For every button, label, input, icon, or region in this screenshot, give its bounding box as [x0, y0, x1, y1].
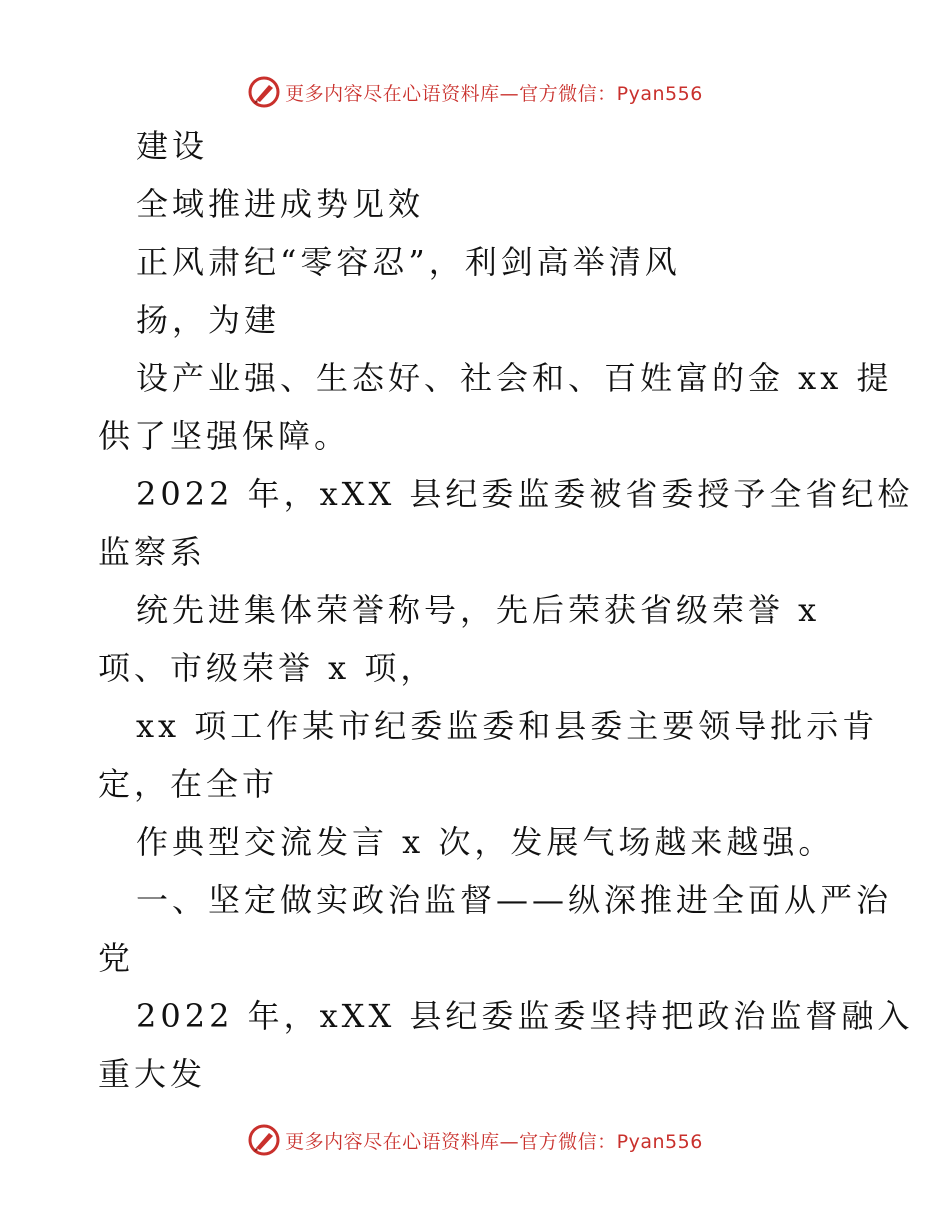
watermark-text: 更多内容尽在心语资料库—官方微信：Pyan556	[285, 82, 703, 105]
header-watermark	[0, 72, 950, 112]
paragraph-line: 正风肃纪“零容忍”，利剑高举清风	[136, 243, 681, 281]
paragraph-line: 重大发	[98, 1055, 207, 1093]
paragraph-line: 项、市级荣誉 x 项，	[98, 649, 437, 687]
paragraph-line: 设产业强、生态好、社会和、百姓富的金 xx 提	[136, 359, 893, 397]
paragraph-line: xx 项工作某市纪委监委和县委主要领导批示肯	[136, 707, 879, 745]
watermark-text: 更多内容尽在心语资料库—官方微信：Pyan556	[285, 1130, 703, 1153]
paragraph-line: 2022 年，xXX 县纪委监委被省委授予全省纪检	[136, 475, 914, 513]
paragraph-line: 扬，为建	[136, 301, 281, 339]
paragraph-line: 2022 年，xXX 县纪委监委坚持把政治监督融入	[136, 997, 914, 1035]
paragraph-line: 监察系	[98, 533, 207, 571]
pen-seal-icon	[247, 75, 281, 109]
section-heading: 一、坚定做实政治监督——纵深推进全面从严治	[136, 881, 893, 919]
paragraph-line: 全域推进成势见效	[136, 185, 425, 223]
paragraph-line: 供了坚强保障。	[98, 417, 351, 455]
paragraph-line: 定，在全市	[98, 765, 279, 803]
paragraph-line: 统先进集体荣誉称号，先后荣获省级荣誉 x	[136, 591, 821, 629]
paragraph-line: 作典型交流发言 x 次，发展气场越来越强。	[136, 823, 835, 861]
pen-seal-icon	[247, 1123, 281, 1157]
paragraph-line: 建设	[136, 127, 209, 165]
footer-watermark	[0, 1120, 950, 1160]
section-heading-cont: 党	[98, 939, 135, 977]
